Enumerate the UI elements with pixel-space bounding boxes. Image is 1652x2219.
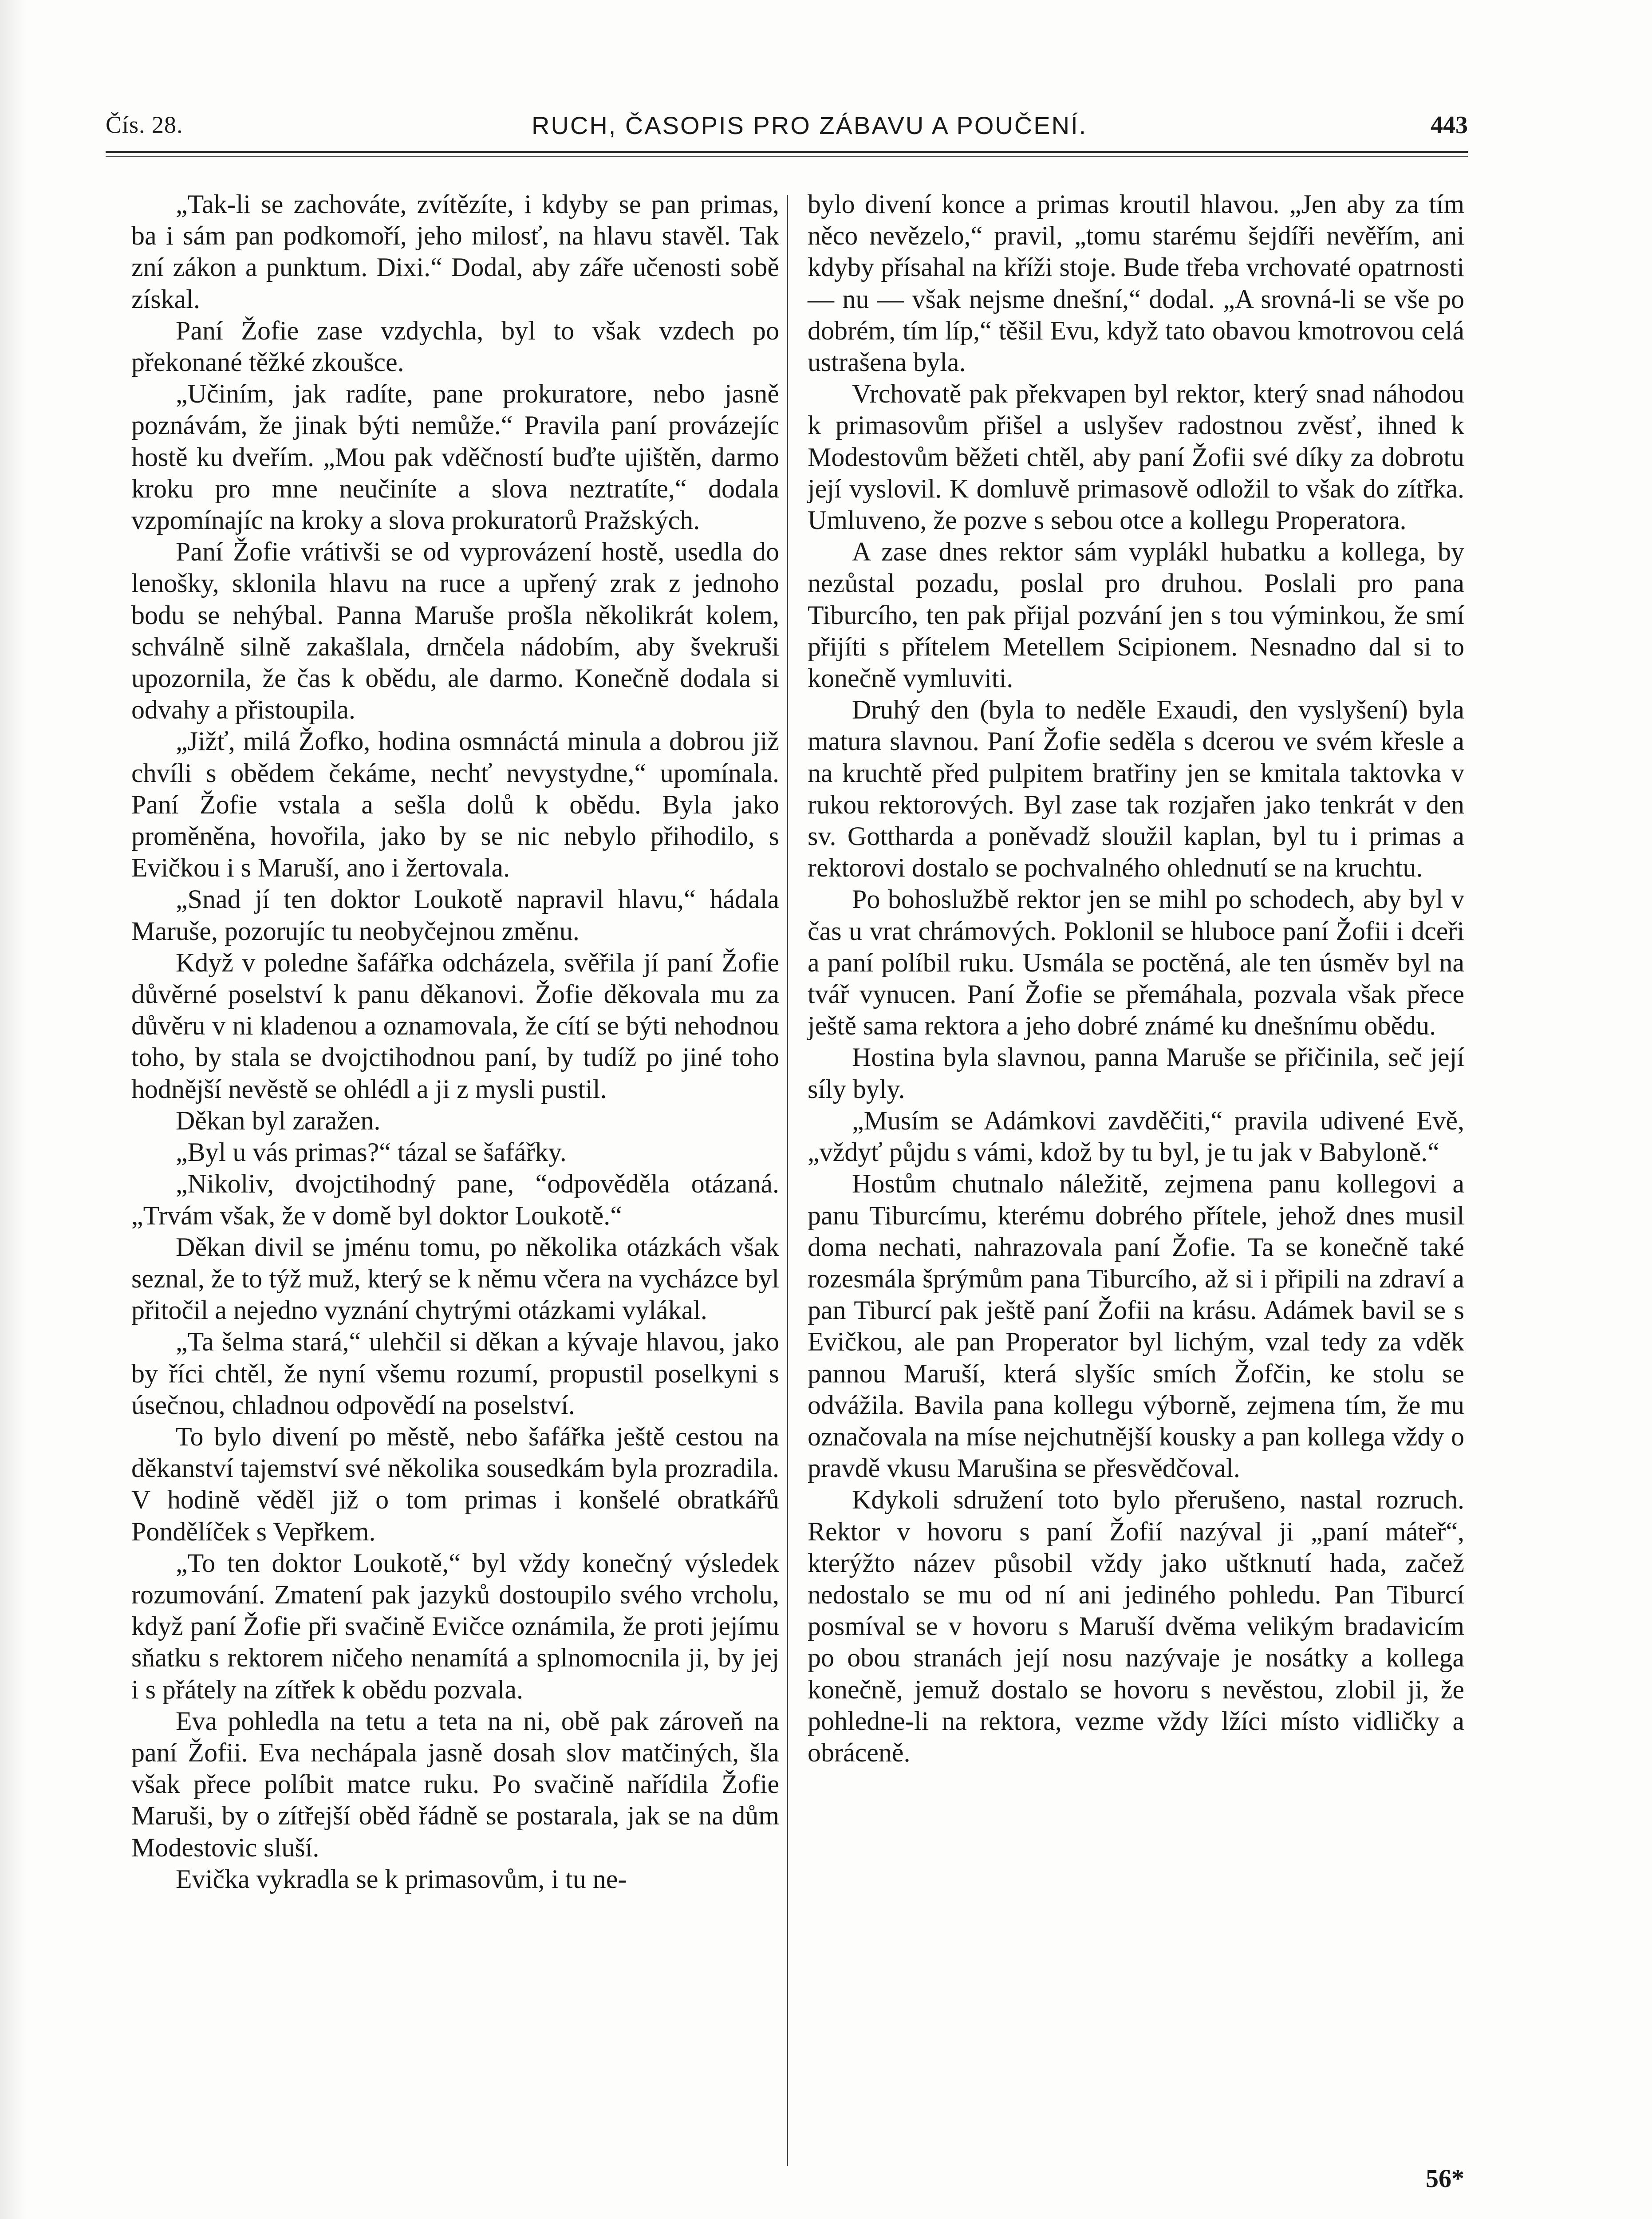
column-divider xyxy=(787,195,788,2166)
paragraph: Vrchovatě pak překvapen byl rektor, který snad náhodou k primasovům přišel a uslyšev radostnou zvěsť, ihned k Modestovům běžeti chtěl, aby paní Žofii své díky za dobrotu její vyslovil. K domluvě primasově odložil to však do zítřka. Umluveno, že pozve s sebou otce a kollegu Properatora. xyxy=(808,379,1464,535)
paragraph: Po bohoslužbě rektor jen se mihl po schodech, aby byl v čas u vrat chrámových. Poklonil se hluboce paní Žofii i dceři a paní políbil ruku. Usmála se poctěná, ale ten úsměv byl na tvář vynucen. Paní Žofie se přemáhala, pozvala však přece ještě sama rektora a jeho dobré známé ku dnešnímu obědu. xyxy=(808,884,1464,1041)
signature-mark: 56* xyxy=(1426,2164,1464,2193)
issue-number: Čís. 28. xyxy=(106,111,183,138)
page-number: 443 xyxy=(1431,111,1468,139)
paragraph: Druhý den (byla to neděle Exaudi, den vyslyšení) byla matura slavnou. Paní Žofie seděla s dcerou ve svém křesle a na kruchtě před pulpitem bratřiny jen se kmitala taktovka v rukou rektorových. Byl zase tak rozjařen jako tenkrát v den sv. Gottharda a poněvadž sloužil kaplan, byl tu i primas a rektorovi dostalo se pochvalného ohlednutí se na kruchtu. xyxy=(808,695,1464,883)
paragraph: Paní Žofie zase vzdychla, byl to však vzdech po překonané těžké zkoušce. xyxy=(131,316,779,377)
paragraph: Hostům chutnalo náležitě, zejmena panu kollegovi a panu Tiburcímu, kterému dobrého přítele, jehož dnes musil doma nechati, nahrazovala paní Žofie. Ta se konečně také rozesmála šprýmům pana Tiburcího, až si i připili na zdraví a pan Tiburcí pak ještě paní Žofii na krásu. Adámek bavil se s Evičkou, ale pan Properator byl lichým, vzal tedy za vděk pannou Maruší, která slyšíc smích Žofčin, ke stolu se odvážila. Bavila pana kollegu výborně, zejmena tím, že mu označovala na míse nejchutnější kousky a pan kollega vždy o pravdě vkusu Marušina se přesvědčoval. xyxy=(808,1169,1464,1483)
paragraph: Eva pohledla na tetu a teta na ni, obě pak zároveň na paní Žofii. Eva nechápala jasně dosah slov matčiných, šla však přece políbit matce ruku. Po svačině nařídila Žofie Maruši, by o zítřejší oběd řádně se postarala, jak se na dům Modestovic sluší. xyxy=(131,1706,779,1862)
paragraph: Evička vykradla se k primasovům, i tu ne- xyxy=(176,1864,627,1894)
paragraph: bylo divení konce a primas kroutil hlavou. „Jen aby za tím něco nevězelo,“ pravil, „tomu starému šejdíři nevěřím, ani kdyby přísahal na kříži stoje. Bude třeba vrchovaté opatrnosti — nu — však nejsme dnešní,“ dodal. „A srovná-li se vše po dobrém, tím líp,“ těšil Evu, když tato obavou kmotrovou celá ustrašena byla. xyxy=(808,190,1464,377)
journal-title: RUCH, ČASOPIS PRO ZÁBAVU A POUČENÍ. xyxy=(532,111,1088,139)
left-column xyxy=(131,189,779,1895)
paragraph: „Ta šelma stará,“ ulehčil si děkan a kývaje hlavou, jako by říci chtěl, že nyní všemu rozumí, propustil poselkyni s úsečnou, chladnou odpovědí na poselství. xyxy=(131,1327,779,1420)
paragraph: „To ten doktor Loukotě,“ byl vždy konečný výsledek rozumování. Zmatení pak jazyků dostoupilo svého vrcholu, když paní Žofie při svačině Evičce oznámila, že proti jejímu sňatku s rektorem ničeho nenamítá a splnomocnila ji, by jej i s přátely na zítřek k obědu pozvala. xyxy=(131,1548,779,1704)
paragraph: To bylo divení po městě, nebo šafářka ještě cestou na děkanství tajemství své několika sousedkám byla prozradila. V hodině věděl již o tom primas i konšelé obratkářů Pondělíček s Vepřkem. xyxy=(131,1421,779,1546)
paragraph: „Musím se Adámkovi zavděčiti,“ pravila udivené Evě, „vždyť půjdu s vámi, kdož by tu byl, je tu jak v Babyloně.“ xyxy=(808,1106,1464,1167)
paragraph: Když v poledne šafářka odcházela, svěřila jí paní Žofie důvěrné poselství k panu děkanovi. Žofie děkovala mu za důvěru v ni kladenou a oznamovala, že cítí se býti nehodnou toho, by stala se dvojctihodnou paní, by tudíž po jiné toho hodnější nevěstě se ohlédl a ji z mysli pustil. xyxy=(131,948,779,1104)
paragraph: „Jižť, milá Žofko, hodina osmnáctá minula a dobrou již chvíli s obědem čekáme, nechť nevystydne,“ upomínala. Paní Žofie vstala a sešla dolů k obědu. Byla jako proměněna, hovořila, jako by se nic nebylo přihodilo, s Evičkou i s Maruší, ano i žertovala. xyxy=(131,727,779,883)
paragraph: „Tak-li se zachováte, zvítězíte, i kdyby se pan primas, ba i sám pan podkomoří, jeho milosť, na hlavu stavěl. Tak zní zákon a punktum. Dixi.“ Dodal, aby záře učenosti sobě získal. xyxy=(131,190,779,314)
paragraph: „Nikoliv, dvojctihodný pane, “odpověděla otázaná. „Trvám však, že v domě byl doktor Loukotě.“ xyxy=(131,1169,779,1230)
page-edge-shadow xyxy=(0,0,27,2219)
paragraph: Děkan divil se jménu tomu, po několika otázkách však seznal, že to týž muž, který se k němu včera na vycházce byl přitočil a nejedno vyznání chytrými otázkami vylákal. xyxy=(131,1232,779,1325)
paragraph: Děkan byl zaražen. xyxy=(176,1106,381,1135)
paragraph: Paní Žofie vrátivši se od vyprovázení hostě, usedla do lenošky, sklonila hlavu na ruce a upřený zrak z jednoho bodu se nehýbal. Panna Maruše prošla několikrát kolem, schválně silně zakašlala, drnčela nádobím, aby švekruši upozornila, že čas k obědu, ale darmo. Konečně dodala si odvahy a přistoupila. xyxy=(131,537,779,725)
paragraph: „Byl u vás primas?“ tázal se šafářky. xyxy=(176,1137,567,1167)
paragraph: „Učiním, jak radíte, pane prokuratore, nebo jasně poznávám, že jinak býti nemůže.“ Pravila paní provázejíc hostě ku dveřím. „Mou pak vděčností buďte ujištěn, darmo kroku pro mne neučiníte a slova neztratíte,“ dodala vzpomínajíc na kroky a slova prokuratorů Pražských. xyxy=(131,379,779,535)
header-rule-thin xyxy=(106,156,1468,157)
right-column xyxy=(808,189,1464,1769)
paragraph: „Snad jí ten doktor Loukotě napravil hlavu,“ hádala Maruše, pozorujíc tu neobyčejnou změnu. xyxy=(131,884,779,946)
header-rule xyxy=(106,151,1468,153)
paragraph: Kdykoli sdružení toto bylo přerušeno, nastal rozruch. Rektor v hovoru s paní Žofií nazýval ji „paní máteř“, kterýžto název působil vždy jako uštknutí hada, začež nedostalo se mu od ní ani jediného pohledu. Pan Tiburcí posmíval se v hovoru s Maruší dvěma velikým bradavicím po obou stranách její nosu nazývaje je nosátky a kollega konečně, jemuž dostalo se hovoru s nevěstou, zlobil ji, že pohledne-li na rektora, vezme vždy lžíci místo vidličky a obráceně. xyxy=(808,1485,1464,1767)
paragraph: Hostina byla slavnou, panna Maruše se přičinila, seč její síly byly. xyxy=(808,1042,1464,1104)
paragraph: A zase dnes rektor sám vyplákl hubatku a kollega, by nezůstal pozadu, poslal pro druhou. Poslali pro pana Tiburcího, ten pak přijal pozvání jen s tou výminkou, že smí přijíti s přítelem Metellem Scipionem. Nesnadno dal si to konečně vymluviti. xyxy=(808,537,1464,693)
page-header xyxy=(106,111,1468,151)
